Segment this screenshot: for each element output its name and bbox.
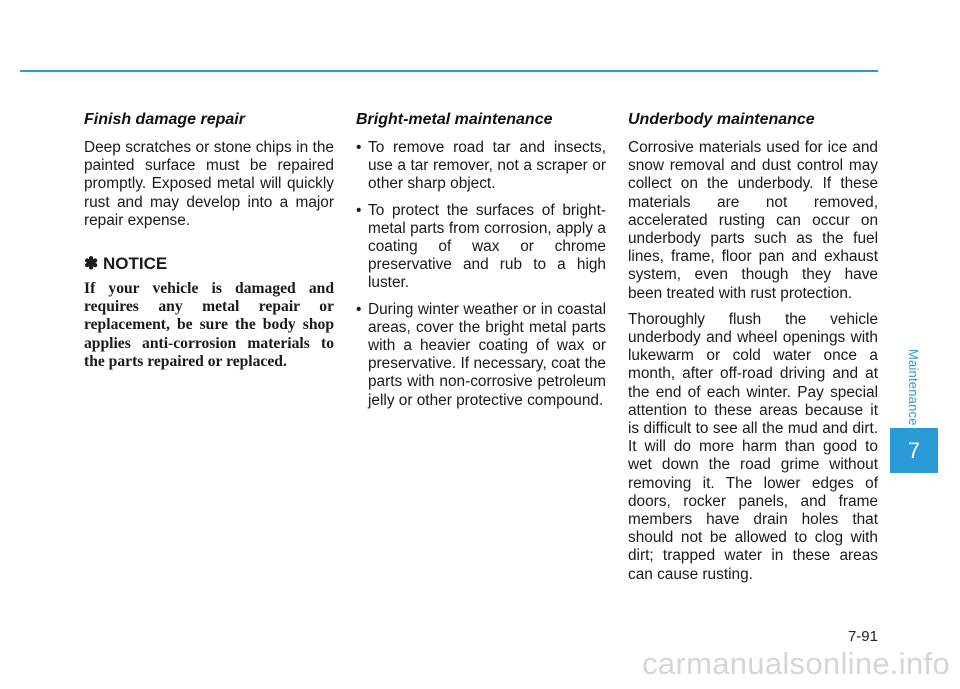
- notice-text: If your vehicle is damaged and requires any metal repair or replacement, be sure the body shop applies anti-corrosion materials to the parts repaired or replaced.: [84, 280, 334, 370]
- column-bright-metal: [356, 110, 606, 418]
- watermark: carmanualsonline.info: [642, 646, 950, 681]
- bullet-icon: •: [356, 300, 362, 318]
- underbody-heading: Underbody maintenance: [628, 111, 815, 128]
- finish-damage-heading: Finish damage repair: [84, 111, 245, 128]
- list-item-text: During winter weather or in coastal areas, cover the bright metal parts with a heavier coating of wax or preservative. If necessary, coat the parts with non-corrosive petroleum jelly or other protective compound.: [368, 300, 606, 409]
- bright-metal-list: [356, 139, 606, 410]
- list-item: [356, 139, 606, 194]
- bright-metal-heading: Bright-metal maintenance: [356, 111, 553, 128]
- list-item: [356, 301, 606, 410]
- finish-damage-text: Deep scratches or stone chips in the painted surface must be repaired promptly. Exposed metal will quickly rust and may develop into a major repair expense.: [84, 139, 334, 229]
- underbody-paragraph: Thoroughly flush the vehicle underbody and wheel openings with lukewarm or cold water once a month, after off-road driving and at the end of each winter. Pay special attention to these areas because it is difficult to see all the mud and dirt. It will do more harm than good to wet down the road grime without removing it. The lower edges of doors, rocker panels, and frame members have drain holes that should not be allowed to clog with dirt; trapped water in these areas can cause rusting.: [628, 310, 878, 583]
- header-rule: [20, 70, 878, 72]
- column-finish-damage: [84, 110, 334, 371]
- column-underbody: [628, 110, 878, 592]
- section-label: Maintenance: [906, 348, 921, 426]
- bullet-icon: •: [356, 201, 362, 219]
- list-item-text: To remove road tar and insects, use a tar remover, not a scraper or other sharp object.: [368, 139, 606, 193]
- chapter-tab: 7: [890, 428, 938, 473]
- page-number: 7-91: [847, 628, 878, 645]
- list-item: [356, 202, 606, 293]
- notice-heading: ✽ NOTICE: [84, 254, 168, 274]
- bullet-icon: •: [356, 139, 362, 156]
- list-item-text: To protect the surfaces of bright-metal parts from corrosion, apply a coating of wax or chrome preservative and rub to a high luster.: [368, 201, 606, 292]
- underbody-paragraph: Corrosive materials used for ice and snow removal and dust control may collect on the underbody. If these materials are not removed, accelerated rusting can occur on underbody parts such as the fuel lines, frame, floor pan and exhaust system, even though they have been treated with rust protection.: [628, 139, 878, 302]
